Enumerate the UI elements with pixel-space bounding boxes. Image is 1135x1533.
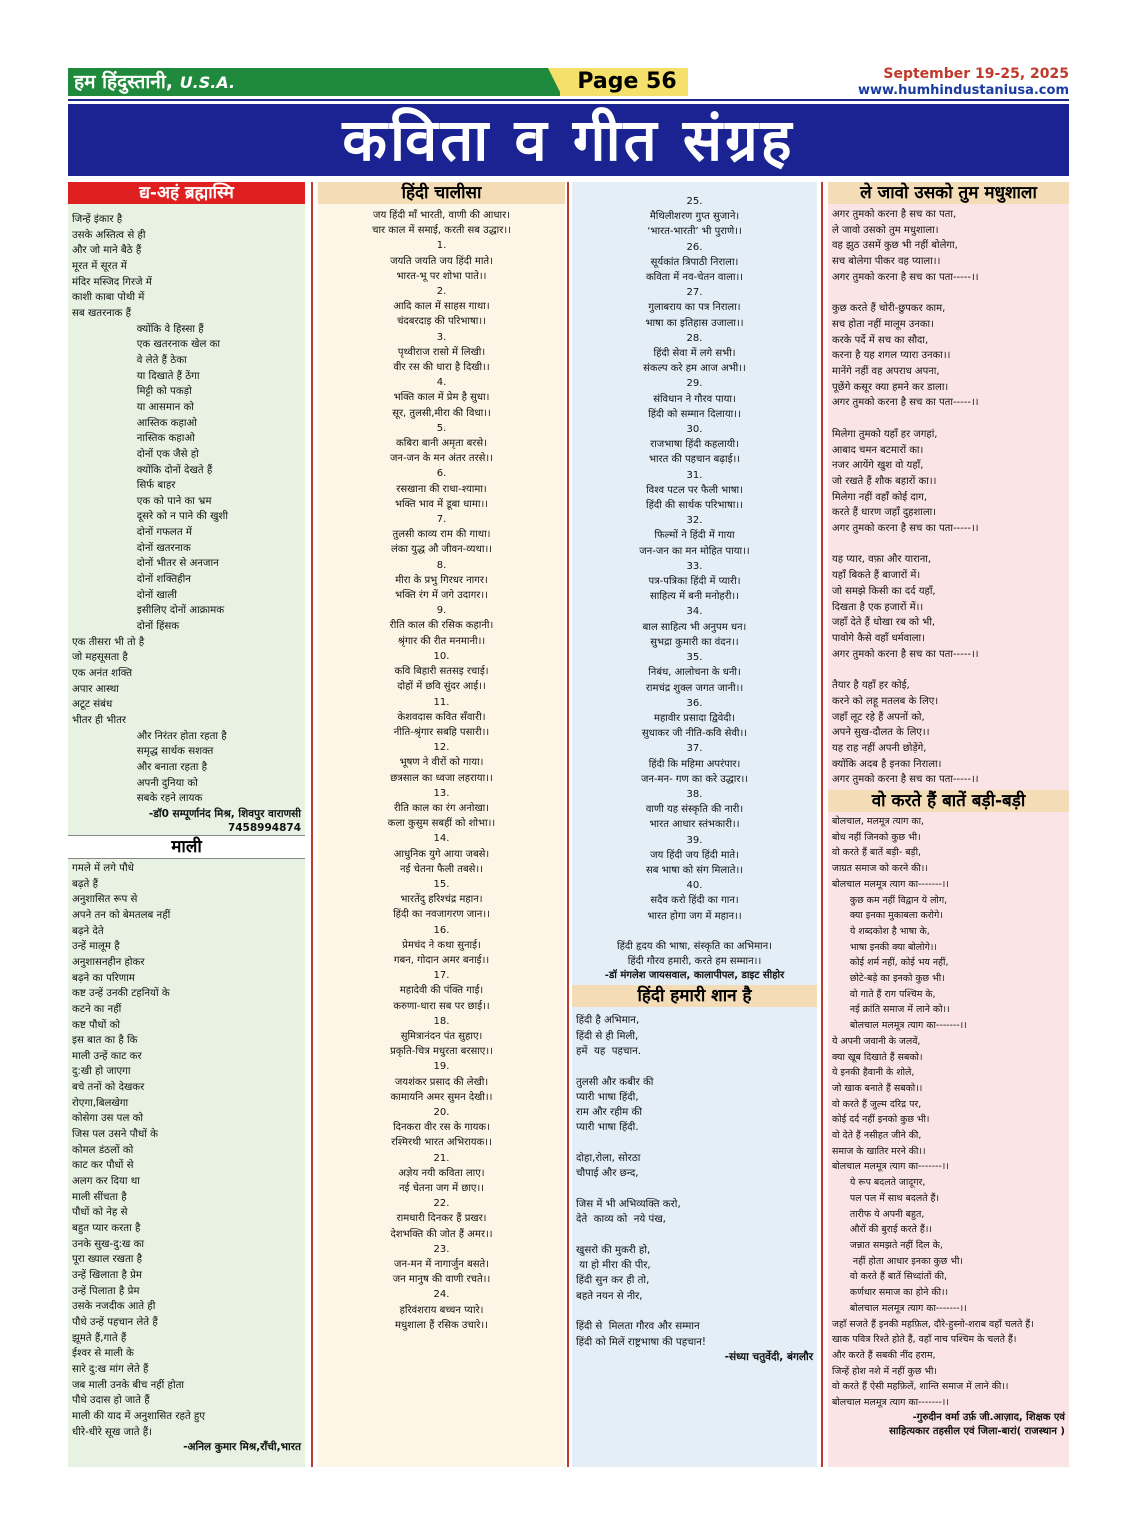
column-divider	[567, 182, 569, 1467]
column-4	[828, 182, 1069, 1467]
column-3	[572, 182, 817, 1467]
author-phone: 7458994874	[227, 821, 301, 834]
poem-title: हिंदी चालीसा	[318, 182, 565, 204]
column-divider	[821, 182, 823, 1467]
poem-title: माली	[68, 835, 305, 859]
section-banner	[68, 104, 1069, 176]
poem-body: 25. मैथिलीशरण गुप्त सुजाने। ‘भारत-भारती’ भी पुराणे।। 26. सूर्यकांत त्रिपाठी निराला। कविता में नव-चेतन वाला।। 27. गुलाबराय का पत्र निराला। भाषा का इतिहास उजाला।। 28. हिंदी सेवा में लगे सभी। संकल्प करे हम आज अभी।। 29. संविधान ने गौरव पाया। हिंदी को सम्मान दिलाया।। 30. राजभाषा हिंदी कहलायी। भारत की पहचान बढ़ाई।। 31. विश्व पटल पर फैली भाषा। हिंदी की सार्थक परिभाषा।। 32. फिल्मों ने हिंदी में गाया जन-जन का मन मोहित पाया।। 33. पत्र-पत्रिका हिंदी में प्यारी। साहित्य में बनी मनोहरी।। 34. बाल साहित्य भी अनुपम धन। सुभद्रा कुमारी का वंदन।। 35. निबंध, आलोचना के धनी। रामचंद्र शुक्ल जगत जानी।। 36. महावीर प्रसादा द्विवेदी। सुधाकर जी नीति-कवि सेवी।। 37. हिंदी कि महिमा अपरंपार। जन-मन- गण का करे उद्धार।। 38. वाणी यह संस्कृति की नारी। भारत आधार स्तंभकारी।। 39. जय हिंदी जय हिंदी माते। सब भाषा को संग मिलाते।। 40. सदैव करो हिंदी का गान। भारत होगा जग में महान।। हिंदी हृदय की भाषा, संस्कृति का अभिमान। हिंदी गौरव हमारी, करते हम सम्मान।।	[617, 196, 772, 968]
section-title: कविता व गीत संग्रह	[342, 106, 795, 174]
newspaper-name-suffix: U.S.A.	[179, 73, 236, 92]
newspaper-name: हम हिंदुस्तानी, U.S.A.	[74, 71, 236, 93]
poem-author: -संध्या चतुर्वेदी, बंगलौर	[724, 1350, 813, 1363]
poem-body: हिंदी है अभिमान, हिंदी से ही मिली, हमें यह पहचान. तुलसी और कबीर की प्यारी भाषा हिंदी, राम और रहीम की प्यारी भाषा हिंदी. दोहा,रोला, सोरठा चौपाई और छन्द, जिस में भी अभिव्यक्ति करो, देते काव्य को नये पंख, खुसरो की मुकरी हो, या हो मीरा की पीर, हिंदी सुन कर ही तो, बहते नयन से नीर, हिंदी से मिलता गौरव और सम्मान हिंदी को मिलें राष्ट्रभाषा की पहचान!	[576, 1015, 706, 1348]
poem-title: ले जावो उसको तुम मधुशाला	[828, 182, 1069, 204]
column-2	[318, 182, 565, 1467]
column-divider	[311, 182, 313, 1467]
poem-body: गमले में लगे पौधे बढ़ते हैं अनुशासित रूप से अपने तन को बेमतलब नहीं बढ़ने देते उन्हें मालूम है अनुशासनहीन होकर बढ़ने का परिणाम कष्ट उन्हें उनकी टहनियों के कटने का नहीं कष्ट पौधों को इस बात का है कि माली उन्हें काट कर दु:खी हो जाएगा बचे तनों को देखकर रोएगा,बिलखेगा कोसेगा उस पल को जिस पल उसने पौधों के कोमल डंठलों को काट कर पौधों से अलग कर दिया था माली सींचता है पौधों को नेह से बहुत प्यार करता है उनके सुख-दु:ख का पूरा ख्याल रखता है उन्हें खिलाता है प्रेम उन्हें पिलाता है प्रेम उसके नजदीक आते ही पौधे उन्हें पहचान लेते हैं झूमते हैं,गाते हैं ईश्वर से माली के सारे दु:ख मांग लेते हैं जब माली उनके बीच नहीं होता पौधे उदास हो जाते हैं माली की याद में अनुशासित रहते हुए धीरे-धीरे सूख जाते हैं।	[72, 862, 205, 1438]
poem-author: -गुरुदीन वर्मा उर्फ़ जी.आज़ाद, शिक्षक एवं साहित्यकार तहसील एवं जिला-बारां( राजस्थान )	[889, 1411, 1065, 1437]
poem-body: जिन्हें इंकार है उसके अस्तित्व से ही और जो माने बैठे हैं मूरत में सूरत में मंदिर मस्जिद गिरजे में काशी काबा पोथी में सब खतरनाक हैं क्योंकि वे हिस्सा हैं एक खतरनाक खेल का वे लेते हैं ठेका या दिखाते हैं ठेंगा मिट्टी को पकड़ो या आसमान को आस्तिक कहाओ नास्तिक कहाओ दोनों एक जैसे हो क्योंकि दोनों देखते हैं सिर्फ बाहर एक को पाने का भ्रम दूसरे को न पाने की खुशी दोनों गफलत में दोनों खतरनाक दोनों भीतर से अनजान दोनों शक्तिहीन दोनों खाली इसीलिए दोनों आक्रामक दोनों हिंसक एक तीसरा भी तो है जो महसूसता है एक अनंत शक्ति अपार आस्था अटूट संबंध भीतर ही भीतर और निरंतर होता रहता है समृद्ध सार्थक सशक्त और बनाता रहता है अपनी दुनिया को सबके रहने लायक	[72, 214, 228, 805]
website-link[interactable]: www.humhindustaniusa.com	[857, 83, 1069, 98]
issue-date: September 19-25, 2025	[883, 66, 1069, 82]
poem-title: वो करते हैं बातें बड़ी-बड़ी	[828, 790, 1069, 812]
poem-title: हिंदी हमारी शान है	[572, 985, 817, 1007]
poem-body: बोलचाल, मलमूत्र त्याग का, बोध नहीं जिनको कुछ भी। वो करते हैं बातें बड़ी- बड़ी, जाग्रत समाज को करने की।। बोलचाल मलमूत्र त्याग का-------।। कुछ कम नहीं विद्वान ये लोग, क्या इनका मुकाबला करोगे। ये शब्दकोश है भाषा के, भाषा इनकी क्या बोलोगे।। कोई शर्म नहीं, कोई भय नहीं, छोटे-बड़े का इनको कुछ भी। वो गाते हैं राग पश्चिम के, नई क्रांति समाज में लाने को।। बोलचाल मलमूत्र त्याग का-------।। ये अपनी जवानी के जलवें, क्या खूब दिखाते हैं सबको। ये इनकी हैवानी के शोले, जो खाक बनाते हैं सबको।। वो करते हैं जुल्म दरिद्र पर, कोई दर्द नहीं इनको कुछ भी। वो देते हैं नसीहत जीने की, समाज के खातिर मरने की।। बोलचाल मलमूत्र त्याग का-------।। ये रूप बदलते जादूगर, पल पल में साथ बदलते हैं। तारीफ ये अपनी बहुत, औरों की बुराई करते हैं।। जन्नात समझते नहीं दिल के, नहीं होता आधार इनका कुछ भी। वो करते हैं बातें सिध्दांतों की, कर्णधार समाज का होने की।। बोलचाल मलमूत्र त्याग का-------।। जहाँ सजते हैं इनकी महफ़िल, दौरे-हुस्नो-शराब वहाँ चलते हैं। खाक पवित्र रिश्ते होते हैं, वहाँ नाच पश्चिम के चलते हैं। और करते हैं सबकी नींद हराम, जिन्हें होश नशे में नहीं कुछ भी। वो करते हैं ऐसी महफ़िलें, शान्ति समाज में लाने की।। बोलचाल मलमूत्र त्याग का-------।।	[832, 816, 1034, 1409]
page-number: Page 56	[577, 69, 677, 94]
masthead-rule	[68, 99, 1069, 101]
poem-body: अगर तुमको करना है सच का पता, ले जावो उसको तुम मधुशाला। वह झुठ उसमें कुछ भी नहीं बोलेगा, सच बोलेगा पीकर वह प्याला।। अगर तुमको करना है सच का पता-----।। कुछ करते हैं चोरी-छुपकर काम, सच होता नहीं मालूम उनका। करके पर्दे में सच का सौदा, करना है यह शगल प्यारा उनका।। मानेंगे नहीं वह अपराध अपना, पूछेंगे कसूर क्या हमने कर डाला। अगर तुमको करना है सच का पता-----।। मिलेगा तुमको यहाँ हर जगहां, आबाद चमन बटमारों का। नजर आयेंगे खुश वो यहाँ, जो रखते हैं शौक बहारों का।। मिलेगा नहीं वहाँ कोई दाग, करते हैं धारण जहाँ दुहशाला। अगर तुमको करना है सच का पता-----।। यह प्यार, वफ़ा और याराना, यहाँ बिकते हैं बाजारों में। जो समझे किसी का दर्द यहाँ, दिखता है एक हजारों में।। जहाँ देते हैं धोखा रब को भी, पावोगे कैसे वहाँ धर्मवाला। अगर तुमको करना है सच का पता-----।। तैयार है यहाँ हर कोई, करने को लहू मतलब के लिए। जहाँ लूट रहे हैं अपनों को, अपने सुख-दौलत के लिए।। यह राह नहीं अपनी छोड़ेंगे, क्योंकि अदब है इनका निराला। अगर तुमको करना है सच का पता-----।।	[832, 209, 979, 786]
poem-author: -डॉ0 सम्पूर्णानंद मिश्र, शिवपुर वाराणसी	[148, 807, 301, 820]
poem-author: -डॉ मंगलेश जायसवाल, कालापीपल, डाइट सीहोर	[604, 970, 785, 982]
poem-title: द्य-अहं ब्रह्मास्मि	[68, 182, 305, 204]
column-1	[68, 182, 305, 1467]
poem-body: जय हिंदी माँ भारती, वाणी की आधार। चार काल में समाई, करती सब उद्धार।। 1. जयति जयति जय हिंदी माते। भारत-भू पर शोभा पाते।। 2. आदि काल में साहस गाथा। चंदबरदाइ की परिभाषा।। 3. पृथ्वीराज रासो में लिखी। वीर रस की धारा है दिखी।। 4. भक्ति काल में प्रेम है सुधा। सूर, तुलसी,मीरा की विधा।। 5. कबिरा बानी अमृता बरसे। जन-जन के मन अंतर तरसे।। 6. रसखाना की राधा-श्यामा। भक्ति भाव में डूबा धामा।। 7. तुलसी काव्य राम की गाथा। लंका युद्ध औ जीवन-व्यथा।। 8. मीरा के प्रभु गिरधर नागर। भक्ति रंग में जगे उदागर।। 9. रीति काल की रसिक कहानी। श्रृंगार की रीत मनमानी।। 10. कवि बिहारी सतसइ रचाई। दोहों में छवि सुंदर आई।। 11. केशवदास कवित सँवारी। नीति-श्रृंगार सबहि पसारी।। 12. भूषण ने वीरों को गाया। छत्रसाल का ध्वजा लहराया।। 13. रीति काल का रंग अनोखा। कला कुसुम सबहीं को शोभा।। 14. आधुनिक युगे आया जबसे। नई चेतना फैली तबसे।। 15. भारतेंदु हरिश्चंद्र महान। हिंदी का नवजागरण जान।। 16. प्रेमचंद ने कथा सुनाई। गबन, गोदान अमर बनाई।। 17. महादेवी की पंक्ति गाई। करुणा-धारा सब पर छाई।। 18. सुमित्रानंदन पंत सुहाए। प्रकृति-चित्र मधुरता बरसाए।। 19. जयशंकर प्रसाद की लेखी। कामायनि अमर सुमन देखी।। 20. दिनकरा वीर रस के गायक। रश्मिरथी भारत अभिरायक।। 21. अज्ञेय नयी कविता लाए। नई चेतना जग में छाए।। 22. रामधारी दिनकर हैं प्रखर। देशभक्ति की जोत हैं अमर।। 23. जन-मन में नागार्जुन बसते। जन मानुष की वाणी रचते।। 24. हरिवंशराय बच्चन प्यारे। मधुशाला हैं रसिक उचारे।।	[372, 210, 511, 1331]
poem-author: -अनिल कुमार मिश्र,राँची,भारत	[183, 1441, 301, 1454]
